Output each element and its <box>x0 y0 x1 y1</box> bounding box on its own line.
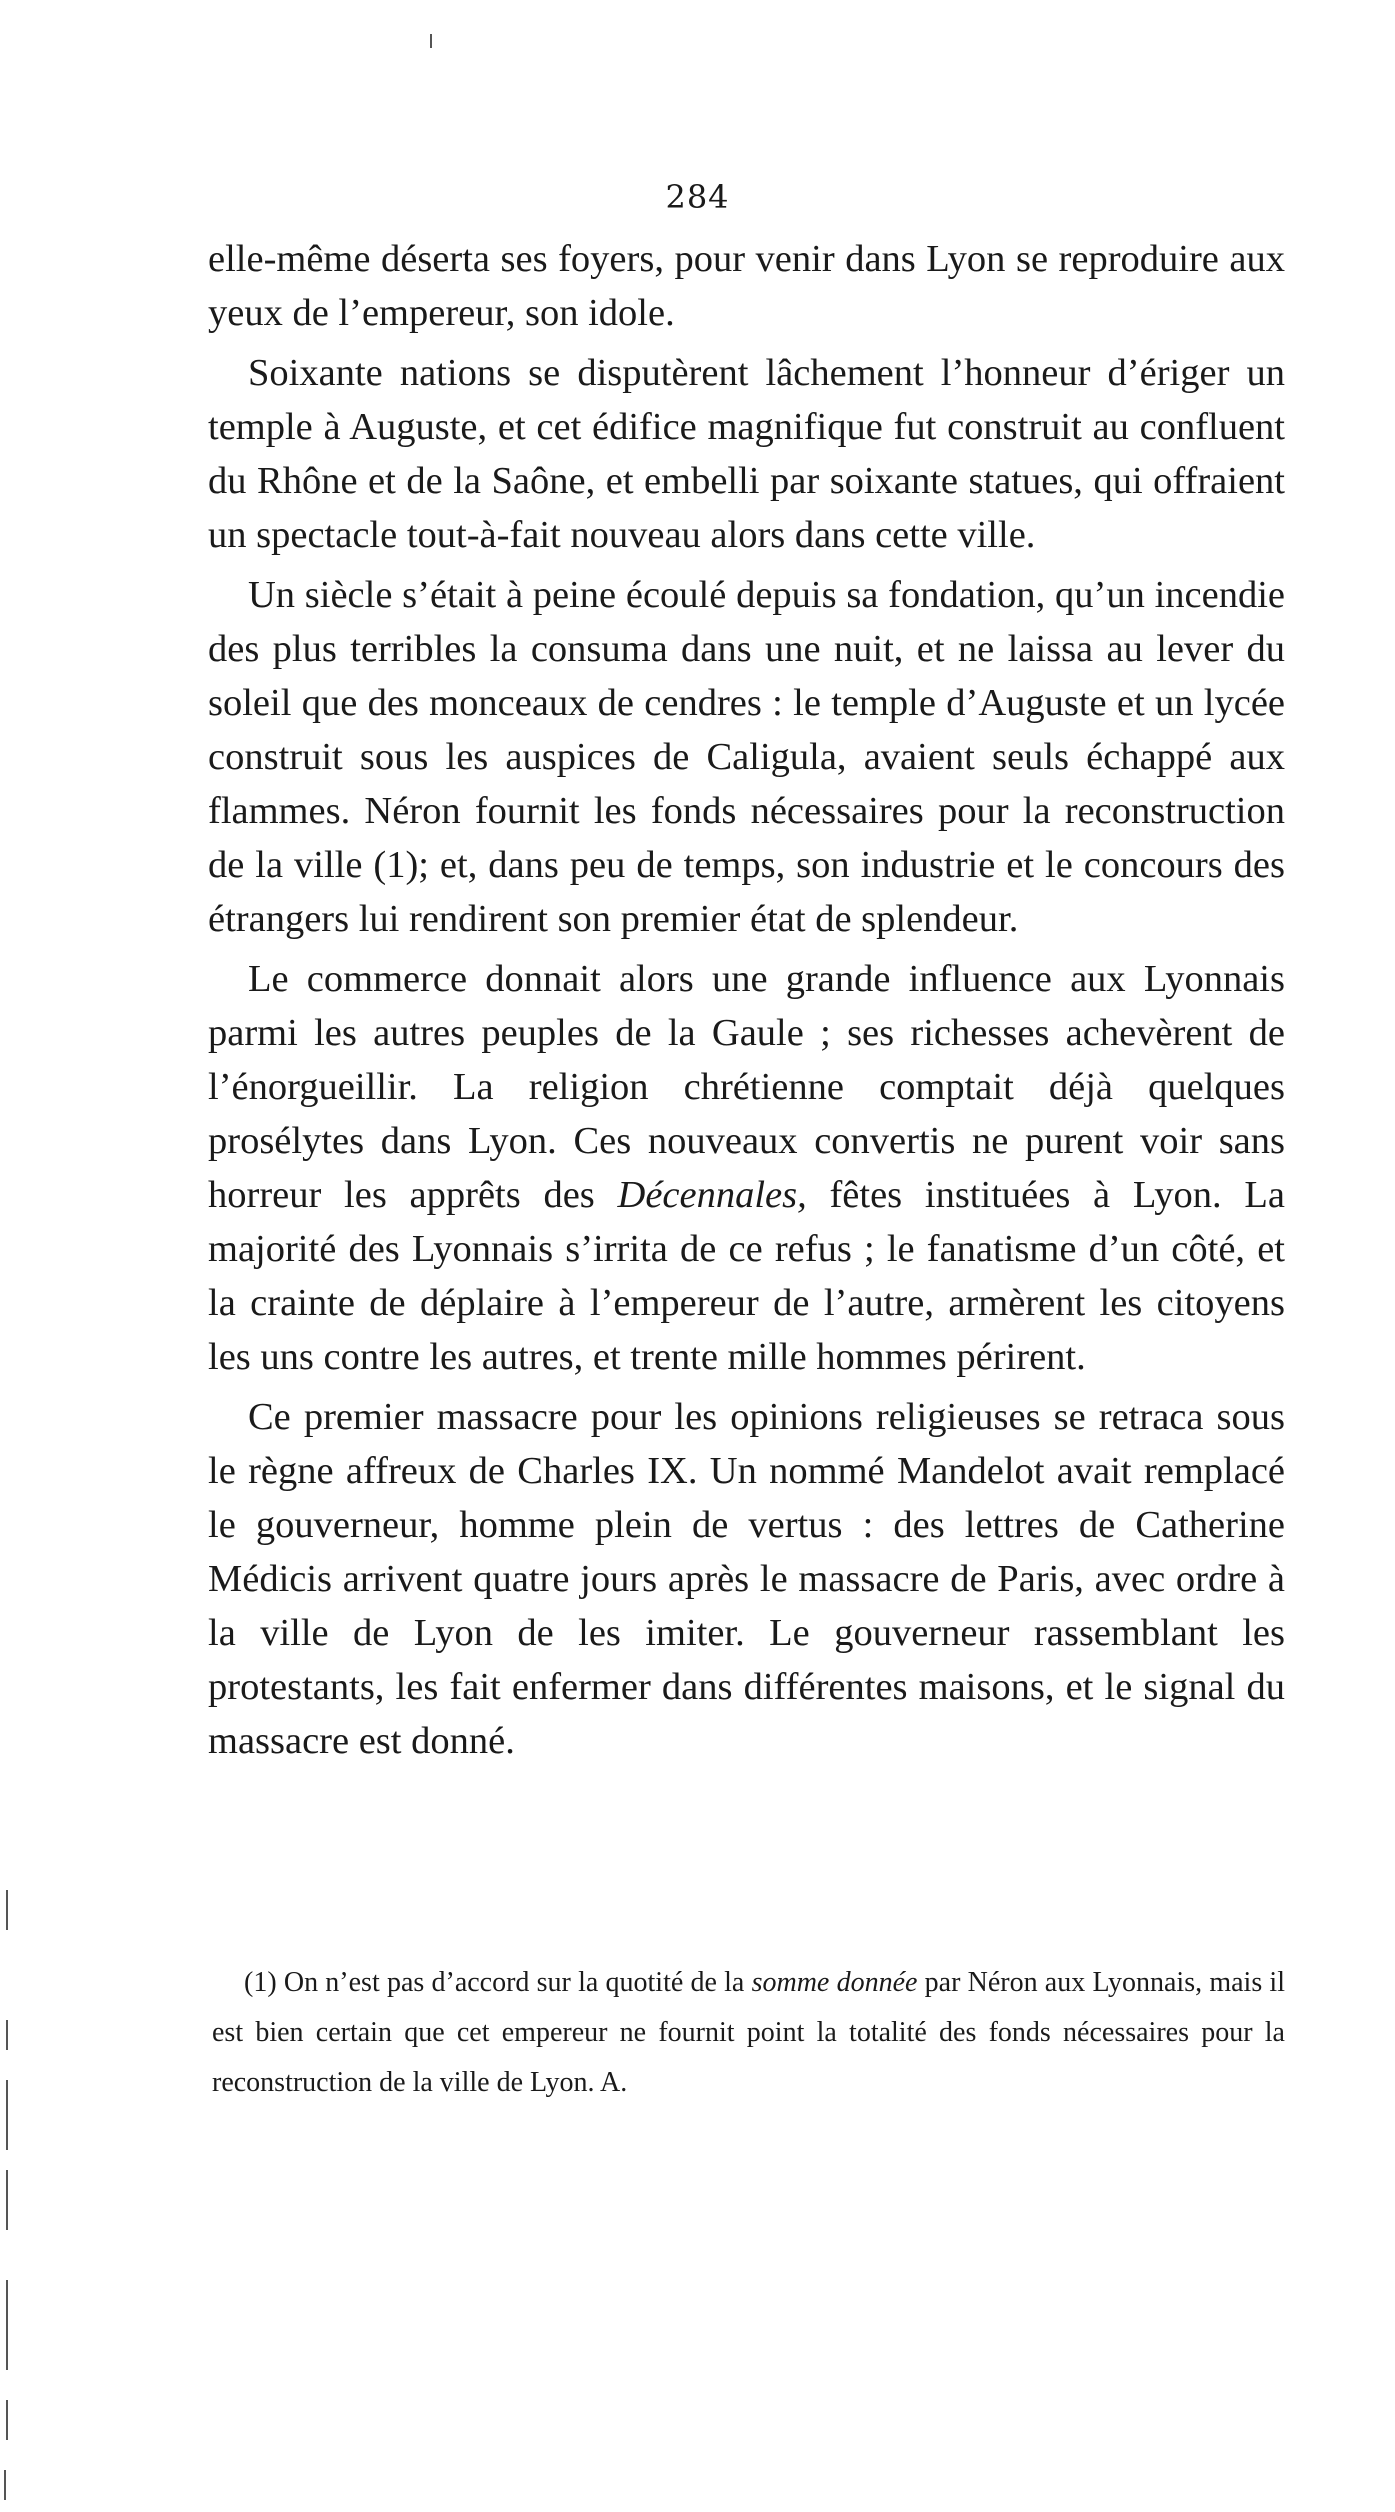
paragraph-2: Soixante nations se disputèrent lâchement l’honneur d’ériger un temple à Auguste, et cet édifice magnifique fut construit au confluent du Rhône et de la Saône, et embelli par soixante statues, qui offraient un spectacle tout-à-fait nouveau alors dans cette ville. <box>208 352 1285 556</box>
page-number: 284 <box>665 178 730 216</box>
scan-mark <box>6 1890 8 1930</box>
paragraph-5: Ce premier massacre pour les opinions religieuses se retraca sous le règne affreux de Charles IX. Un nommé Mandelot avait remplacé le gouverneur, homme plein de vertus : des lettres de Catherine Médicis arrivent quatre jours après le massacre de Paris, avec ordre à la ville de Lyon de les imiter. Le gouverneur rassemblant les protestants, les fait enfermer dans différentes maisons, et le signal du massacre est donné. <box>208 1396 1285 1762</box>
paragraph-4-italic: Décennales, <box>617 1174 807 1216</box>
footnote-italic: somme donnée <box>751 1967 918 1998</box>
scan-mark <box>430 34 432 48</box>
scan-mark <box>4 2470 6 2500</box>
paragraph-4-text-before: Le commerce donnait alors une grande influence aux Lyonnais parmi les autres peuples de la Gaule ; ses richesses achevèrent de l’énorgueillir. La religion chrétienne comptait déjà quelques prosélytes dans Lyon. Ces nouveaux convertis ne purent voir sans horreur les apprêts des <box>208 958 1285 1216</box>
scan-mark <box>6 2170 8 2230</box>
footnote-text-after: par Néron aux Lyonnais, mais il est bien certain que cet empereur ne fournit point la totalité des fonds nécessaires pour la reconstruction de la ville de Lyon. A. <box>212 1967 1285 2098</box>
paragraph-4-text-after: fêtes instituées à Lyon. La majorité des Lyonnais s’irrita de ce refus ; le fanatisme d’un côté, et la crainte de déplaire à l’empereur de l’autre, armèrent les citoyens les uns contre les autres, et trente mille hommes périrent. <box>208 1174 1285 1378</box>
scan-mark <box>6 2080 8 2150</box>
paragraph-1: elle-même déserta ses foyers, pour venir dans Lyon se reproduire aux yeux de l’empereur, son idole. <box>208 238 1285 334</box>
scan-mark <box>6 2280 8 2370</box>
paragraph-4 <box>208 952 1285 1384</box>
body-text <box>208 232 1285 1774</box>
scan-mark <box>6 2020 8 2050</box>
paragraph-3: Un siècle s’était à peine écoulé depuis sa fondation, qu’un incendie des plus terribles la consuma dans une nuit, et ne laissa au lever du soleil que des monceaux de cendres : le temple d’Auguste et un lycée construit sous les auspices de Caligula, avaient seuls échappé aux flammes. Néron fournit les fonds nécessaires pour la reconstruction de la ville (1); et, dans peu de temps, son industrie et le concours des étrangers lui rendirent son premier état de splendeur. <box>208 574 1285 940</box>
footnote <box>212 1958 1285 2108</box>
scan-mark <box>6 2400 8 2440</box>
footnote-text-before: (1) On n’est pas d’accord sur la quotité de la <box>244 1967 752 1998</box>
